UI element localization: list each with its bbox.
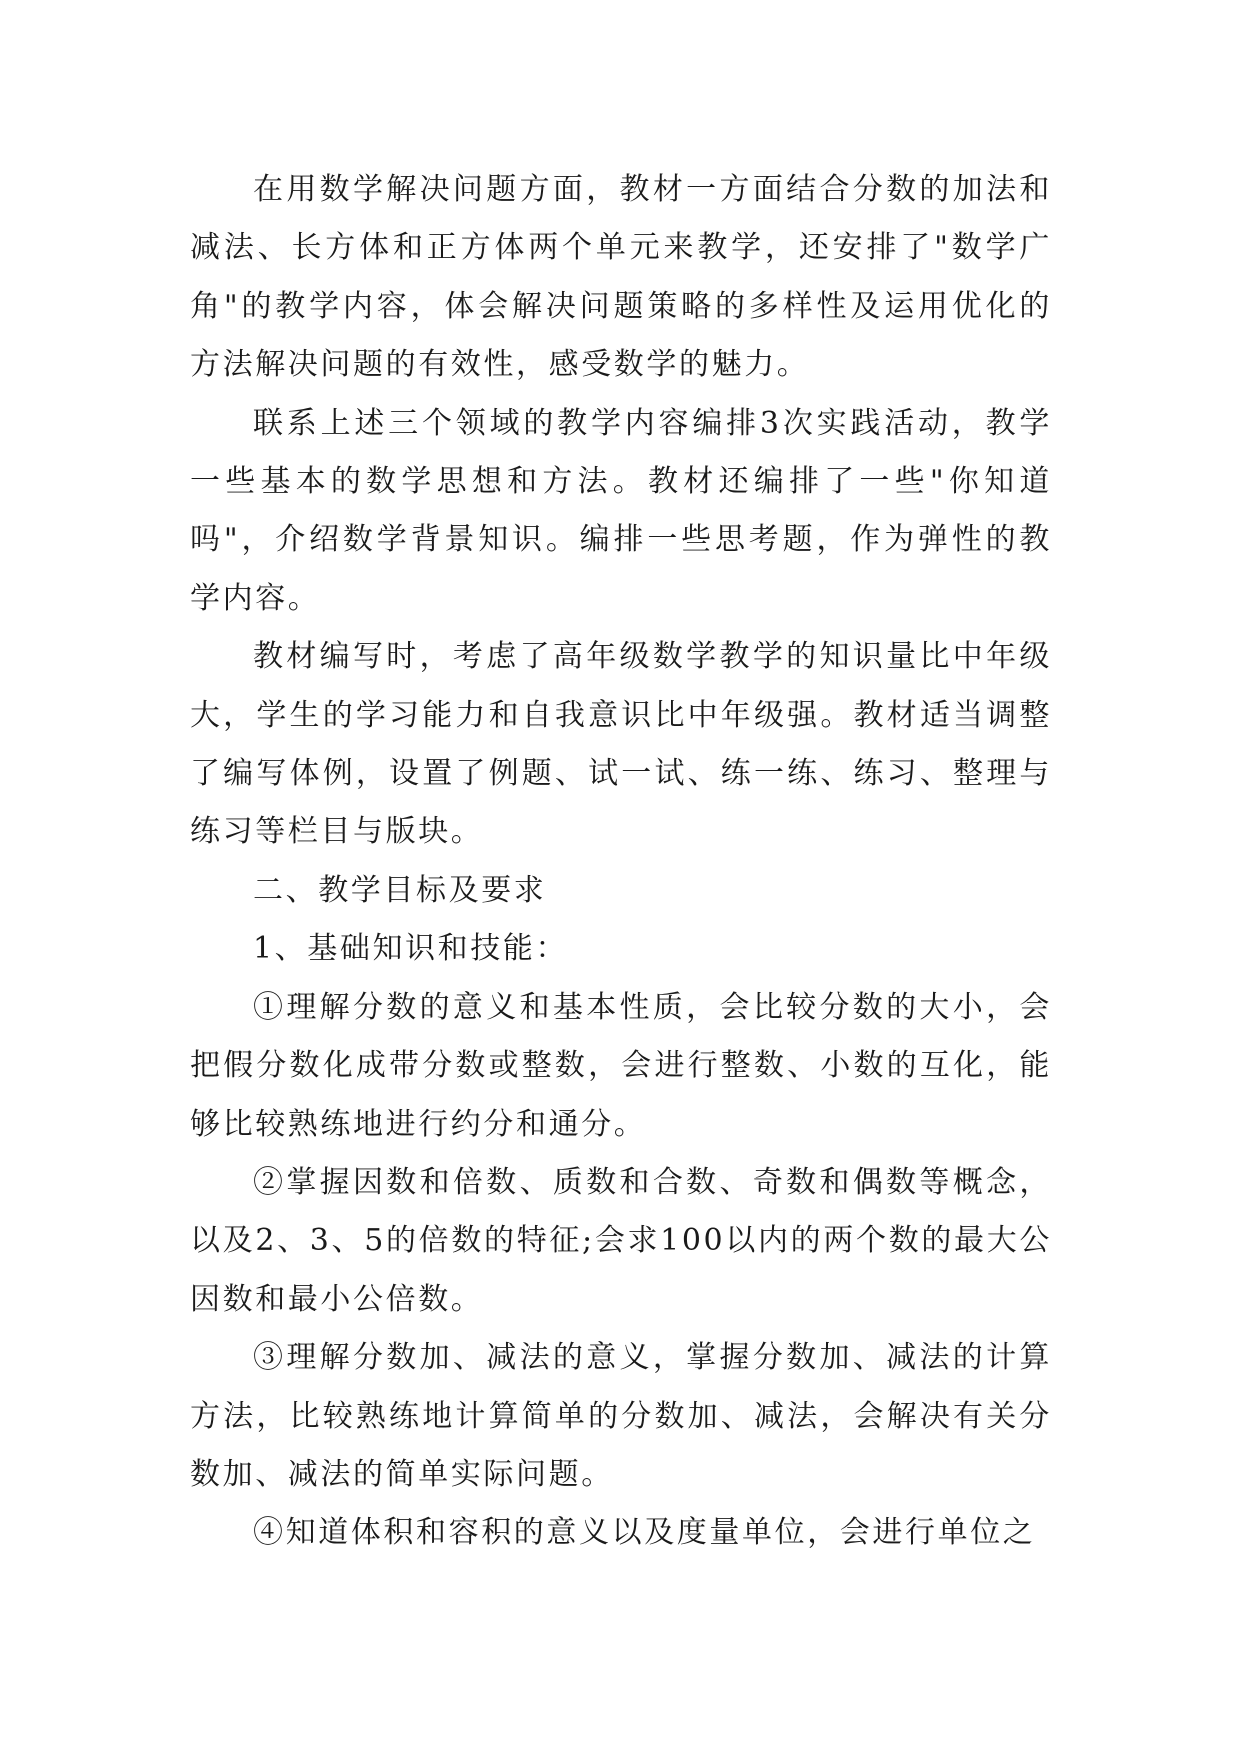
list-item-fraction-addition: ③理解分数加、减法的意义，掌握分数加、减法的计算方法，比较熟练地计算简单的分数加、减法，会解决有关分数加、减法的简单实际问题。 xyxy=(190,1340,1052,1492)
subsection-heading-basics: 1、基础知识和技能： xyxy=(253,931,569,967)
list-item-factors-multiples: ②掌握因数和倍数、质数和合数、奇数和偶数等概念，以及2、3、5的倍数的特征;会求100以内的两个数的最大公因数和最小公倍数。 xyxy=(190,1164,1052,1317)
list-item-fractions: ①理解分数的意义和基本性质，会比较分数的大小，会把假分数化成带分数或整数，会进行整数、小数的互化，能够比较熟练地进行约分和通分。 xyxy=(190,989,1052,1142)
section-heading-goals: 二、教学目标及要求 xyxy=(253,872,547,908)
paragraph-practice-activities: 联系上述三个领域的教学内容编排3次实践活动，教学一些基本的数学思想和方法。教材还编排了一些"你知道吗"，介绍数学背景知识。编排一些思考题，作为弹性的教学内容。 xyxy=(190,405,1052,616)
list-item-volume: ④知道体积和容积的意义以及度量单位，会进行单位之 xyxy=(253,1515,1036,1551)
paragraph-problem-solving: 在用数学解决问题方面，教材一方面结合分数的加法和减法、长方体和正方体两个单元来教学，还安排了"数学广角"的教学内容，体会解决问题策略的多样性及运用优化的方法解决问题的有效性，感受数学的魅力。 xyxy=(190,172,1052,383)
document-body xyxy=(190,161,1052,1563)
paragraph-textbook-design: 教材编写时，考虑了高年级数学教学的知识量比中年级大，学生的学习能力和自我意识比中年级强。教材适当调整了编写体例，设置了例题、试一试、练一练、练习、整理与练习等栏目与版块。 xyxy=(190,639,1052,850)
